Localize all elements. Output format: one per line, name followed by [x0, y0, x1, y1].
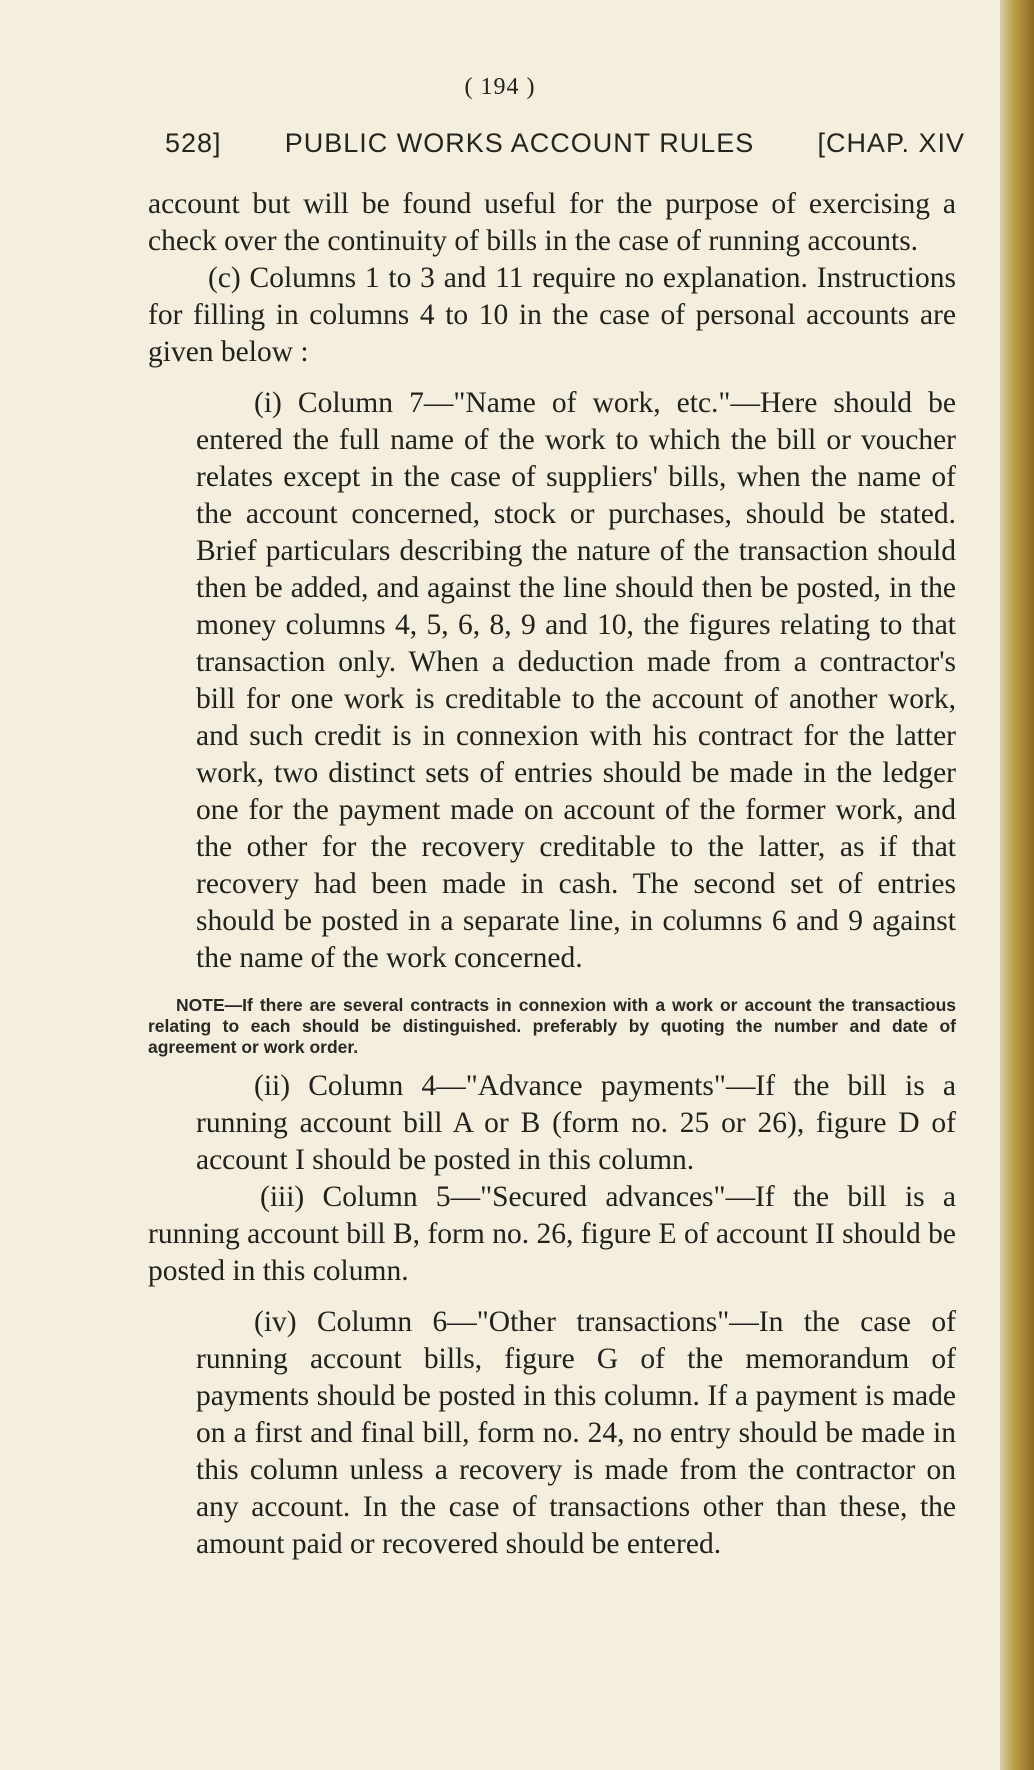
paragraph-continuation: account but will be found useful for the purpose of exercising a check over the continuity of bills in the case of running accounts.: [148, 188, 956, 257]
chapter-label: [CHAP. XIV: [817, 128, 965, 158]
page-number: ( 194 ): [464, 74, 536, 100]
page-body: [148, 186, 956, 1563]
paragraph-ii: (ii) Column 4—"Advance payments"—If the bill is a running account bill A or B (form no. 25 or 26), figure D of account I should be posted in this column.: [196, 1070, 956, 1176]
paragraph-i: (i) Column 7—"Name of work, etc."—Here should be entered the full name of the work to which the bill or voucher relates except in the case of suppliers' bills, when the name of the account concerned, stock or purchases, should be stated. Brief particulars describing the nature of the transaction should then be added, and against the line should then be posted, in the money columns 4, 5, 6, 8, 9 and 10, the figures relating to that transaction only. When a deduction made from a contractor's bill for one work is creditable to the account of another work, and such credit is in connexion with his contract for the latter work, two distinct sets of entries should be made in the ledger one for the payment made on account of the former work, and the other for the recovery creditable to the latter, as if that recovery had been made in cash. The second set of entries should be posted in a separate line, in columns 6 and 9 against the name of the work concerned.: [196, 387, 956, 974]
paragraph-iii: (iii) Column 5—"Secured advances"—If the bill is a running account bill B, form no. 26, figure E of account II should be posted in this column.: [148, 1181, 956, 1287]
page-edge: [1000, 0, 1034, 1770]
section-number: 528]: [165, 128, 222, 158]
book-title: PUBLIC WORKS ACCOUNT RULES: [284, 128, 755, 158]
paragraph-c: (c) Columns 1 to 3 and 11 require no explanation. Instructions for filling in columns 4 to 10 in the case of personal accounts are given below :: [148, 262, 956, 368]
note: NOTE—If there are several contracts in connexion with a work or account the transactious relating to each should be distinguished. preferably by quoting the number and date of agreement or work order.: [148, 995, 956, 1057]
paragraph-iv: (iv) Column 6—"Other transactions"—In the case of running account bills, figure G of the memorandum of payments should be posted in this column. If a payment is made on a first and final bill, form no. 24, no entry should be made in this column unless a recovery is made from the contractor on any account. In the case of transactions other than these, the amount paid or recovered should be entered.: [196, 1306, 956, 1560]
running-head: [165, 128, 965, 159]
